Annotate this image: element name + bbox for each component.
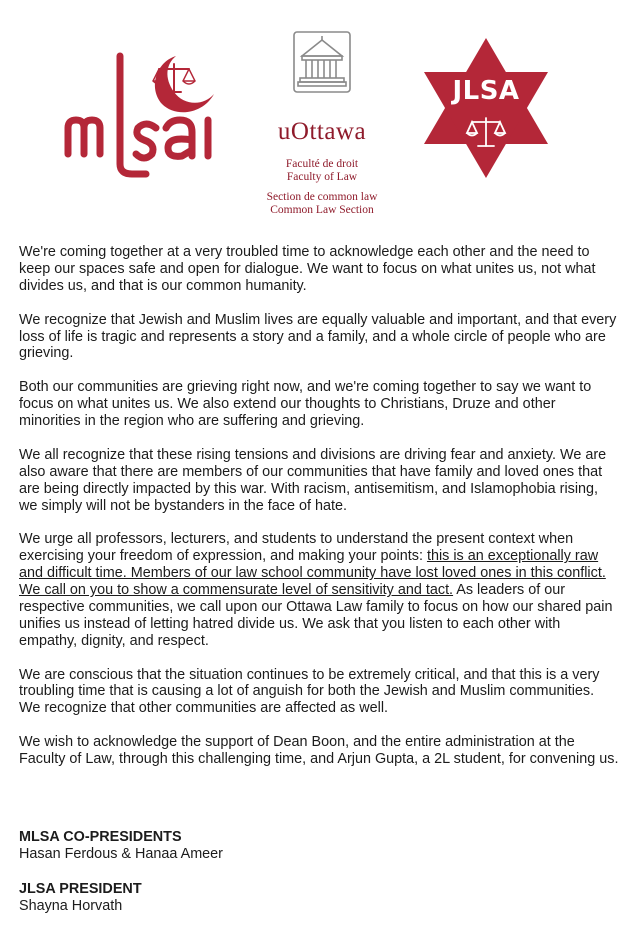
uottawa-building-icon <box>258 26 386 116</box>
paragraph-5-underlined: this is an exceptionally raw and difficult time. Members of our law school community have lost loved ones in this conflict. We call on you to show a commensurate level of sensitivity and tact. <box>19 548 606 599</box>
faculty-english: Faculty of Law <box>286 171 358 183</box>
letter-body <box>19 244 619 785</box>
logo-header <box>0 0 636 216</box>
signature-title: JLSA PRESIDENT <box>19 881 142 897</box>
paragraph-4: We all recognize that these rising tensions and divisions are driving fear and anxiety. We are also aware that there are members of our communities that have family and loved ones that are being directly impacted by this war. With racism, antisemitism, and Islamophobia rising, we simply will not be bystanders in the face of hate. <box>19 446 607 514</box>
faculty-french: Faculté de droit <box>285 158 359 170</box>
paragraph-2: We recognize that Jewish and Muslim lives are equally valuable and important, and that every loss of life is tragic and represents a story and a family, and a whole circle of people who are grieving. <box>19 311 617 362</box>
signature-mlsa <box>19 829 619 863</box>
signature-names: Shayna Horvath <box>19 898 123 914</box>
paragraph-5 <box>19 531 619 649</box>
uottawa-logo <box>258 26 386 216</box>
paragraph-3: Both our communities are grieving right now, and we're coming together to say we want to focus on what unites us. We also extend our thoughts to Christians, Druze and other minorities in the region who are suffering and grieving. <box>19 379 592 430</box>
signature-jlsa <box>19 881 619 915</box>
mlsa-logo <box>58 36 228 186</box>
paragraph-1: We're coming together at a very troubled time to acknowledge each other and the need to keep our spaces safe and open for dialogue. We want to focus on what unites us, not what divides us, and that is our common humanity. <box>19 244 596 294</box>
paragraph-5-closing: As leaders of our respective communities, we call upon our Ottawa Law family to focus on how our shared pain unifies us instead of letting hatred divide us. We ask that you listen to each other with empathy, dignity, and respect. <box>19 582 613 649</box>
uottawa-wordmark: uOttawa <box>277 118 367 145</box>
jlsa-logo <box>418 34 554 184</box>
paragraph-7: We wish to acknowledge the support of Dean Boon, and the entire administration at the Faculty of Law, through this challenging time, and Arjun Gupta, a 2L student, for convening us. <box>19 734 619 768</box>
signature-title: MLSA CO-PRESIDENTS <box>19 829 182 845</box>
paragraph-5-intro: We urge all professors, lecturers, and students to understand the present context when exercising your freedom of expression, and making your points: <box>19 531 574 565</box>
section-english: Common Law Section <box>270 204 374 216</box>
signature-names: Hasan Ferdous & Hanaa Ameer <box>19 846 223 862</box>
jlsa-wordmark: JLSA <box>452 76 520 106</box>
mlsa-logo-graphic <box>58 36 228 186</box>
paragraph-6: We are conscious that the situation continues to be extremely critical, and that this is a very troubling time that is causing a lot of anguish for both the Jewish and Muslim communities. We recognize that other communities are affected as well. <box>19 666 600 717</box>
section-french: Section de common law <box>266 191 378 203</box>
star-of-david-icon <box>418 34 554 184</box>
